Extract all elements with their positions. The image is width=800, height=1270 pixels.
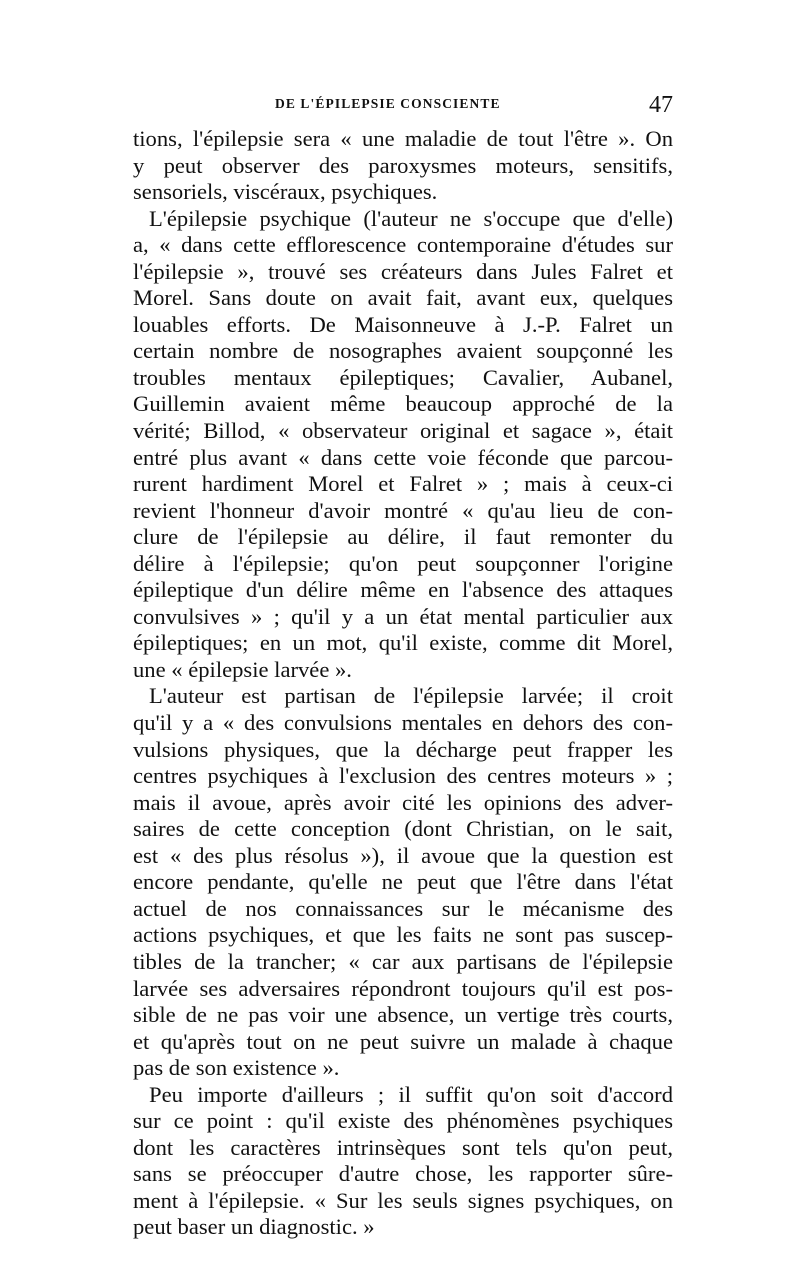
- running-head: [133, 92, 673, 120]
- text-line: Peu importe d'ailleurs ; il suffit qu'on soit d'accord: [149, 1081, 673, 1107]
- text-line: Guillemin avaient même beaucoup approché de la: [133, 391, 673, 417]
- text-line: pas de son existence ».: [133, 1055, 340, 1081]
- text-line: dont les caractères intrinsèques sont tels qu'on peut,: [133, 1134, 673, 1160]
- text-line: tions, l'épilepsie sera « une maladie de tout l'être ». On: [133, 126, 673, 151]
- text-line: vérité; Billod, « observateur original et sagace », était: [133, 418, 673, 444]
- text-line: actions psychiques, et que les faits ne sont pas suscep-: [133, 922, 673, 948]
- text-line: louables efforts. De Maisonneuve à J.-P. Falret un: [133, 311, 673, 337]
- text-line: délire à l'épilepsie; qu'on peut soupçonner l'origine: [133, 550, 673, 576]
- text-line: est « des plus résolus »), il avoue que la question est: [133, 842, 673, 868]
- text-line: actuel de nos connaissances sur le mécanisme des: [133, 895, 673, 921]
- text-line: qu'il y a « des convulsions mentales en dehors des con-: [133, 710, 673, 736]
- running-title: DE L'ÉPILEPSIE CONSCIENTE: [275, 96, 501, 111]
- text-line: troubles mentaux épileptiques; Cavalier, Aubanel,: [133, 364, 673, 390]
- text-line: larvée ses adversaires répondront toujours qu'il est pos-: [133, 975, 673, 1001]
- text-line: Morel. Sans doute on avait fait, avant eux, quelques: [133, 285, 673, 311]
- text-line: épileptique d'un délire même en l'absence des attaques: [133, 577, 673, 603]
- text-line: clure de l'épilepsie au délire, il faut remonter du: [133, 524, 673, 550]
- text-line: et qu'après tout on ne peut suivre un malade à chaque: [133, 1028, 673, 1054]
- text-line: sensoriels, viscéraux, psychiques.: [133, 179, 438, 205]
- text-line: encore pendante, qu'elle ne peut que l'être dans l'état: [133, 869, 673, 895]
- text-line: sans se préoccuper d'autre chose, les rapporter sûre-: [133, 1161, 673, 1187]
- page-number: 47: [649, 92, 673, 118]
- text-line: entré plus avant « dans cette voie féconde que parcou-: [133, 444, 673, 470]
- text-line: une « épilepsie larvée ».: [133, 656, 352, 682]
- text-line: a, « dans cette efflorescence contemporaine d'études sur: [133, 232, 673, 258]
- text-line: convulsives » ; qu'il y a un état mental particulier aux: [133, 603, 673, 629]
- text-line: peut baser un diagnostic. »: [133, 1214, 375, 1240]
- text-line: L'auteur est partisan de l'épilepsie larvée; il croit: [149, 683, 673, 709]
- text-line: L'épilepsie psychique (l'auteur ne s'occupe que d'elle): [149, 205, 673, 231]
- text-line: ment à l'épilepsie. « Sur les seuls signes psychiques, on: [133, 1187, 673, 1213]
- text-line: l'épilepsie », trouvé ses créateurs dans Jules Falret et: [133, 258, 673, 284]
- body-text: [133, 126, 673, 1241]
- text-line: certain nombre de nosographes avaient soupçonné les: [133, 338, 673, 364]
- text-line: revient l'honneur d'avoir montré « qu'au lieu de con-: [133, 497, 673, 523]
- text-line: tibles de la trancher; « car aux partisans de l'épilepsie: [133, 948, 673, 974]
- text-line: épileptiques; en un mot, qu'il existe, comme dit Morel,: [133, 630, 673, 656]
- text-line: sur ce point : qu'il existe des phénomènes psychiques: [133, 1108, 673, 1134]
- text-line: sible de ne pas voir une absence, un vertige très courts,: [133, 1002, 673, 1028]
- text-line: centres psychiques à l'exclusion des centres moteurs » ;: [133, 763, 673, 789]
- text-line: vulsions physiques, que la décharge peut frapper les: [133, 736, 673, 762]
- text-line: saires de cette conception (dont Christian, on le sait,: [133, 816, 673, 842]
- text-line: mais il avoue, après avoir cité les opinions des adver-: [133, 789, 673, 815]
- text-line: rurent hardiment Morel et Falret » ; mais à ceux-ci: [133, 471, 673, 497]
- text-line: y peut observer des paroxysmes moteurs, sensitifs,: [133, 152, 673, 178]
